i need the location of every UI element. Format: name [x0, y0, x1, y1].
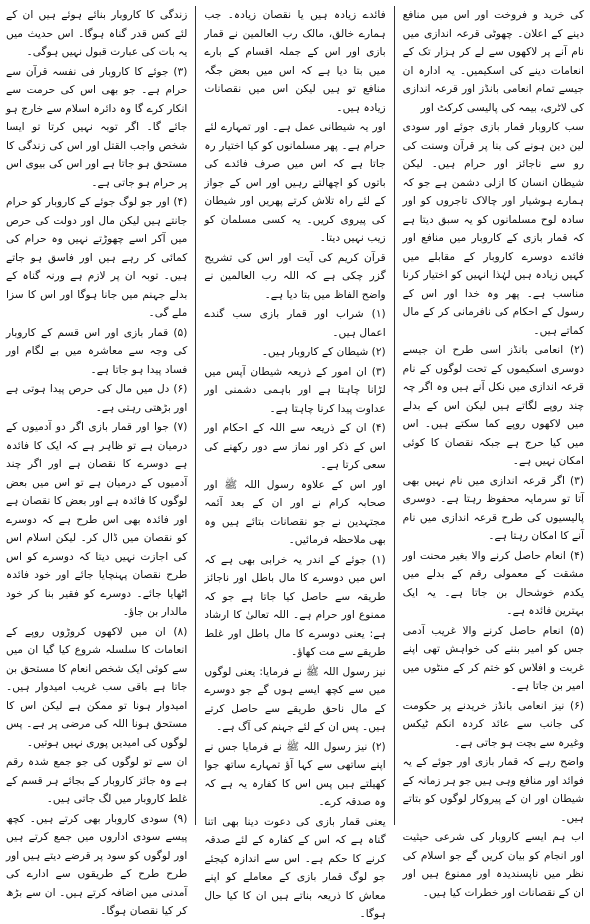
paragraph: یعنی قمار بازی کی دعوت دینا بھی اتنا گناہ ہے کہ اس کے کفارہ کے لئے صدقہ کرنے کا حکم ہے۔ اس سے اندازہ کیجئے جو لوگ قمار بازی کے معاملے کو اپنے معاش کا ذریعہ بناتے ہیں ان کا کیا حال ہوگا۔: [204, 815, 386, 920]
paragraph: (۱) جوئے کے اندر یہ خرابی بھی ہے کہ اس میں دوسرے کا مال باطل اور ناجائز طریقہ سے حاصل کیا جاتا ہے جو کہ ممنوع اور حرام ہے۔ اللہ تعالیٰ کا ارشاد ہے: یعنی دوسرے کا مال باطل اور غلط طریقے سے مت کھاؤ۔: [204, 553, 386, 658]
paragraph: زندگی کا کاروبار بنائے ہوئے ہیں ان کے لئے کس قدر گناہ ہوگا۔ اس حدیث میں یہ بات کی عبارت قبول نہیں ہوگی۔: [6, 9, 188, 58]
column-divider: [195, 6, 196, 825]
paragraph: (۷) جوا اور قمار بازی اگر دو آدمیوں کے درمیان ہے تو ظاہر ہے کہ ایک کا فائدہ ہے دوسرے کا نقصان ہے اور اگر چند آدمیوں کے درمیان ہے تو اس میں بعض لوگوں کا فائدہ ہے اور بعض کا نقصان ہے اور فائدہ بھی اس طرح ہے کہ دوسرے کو نقصان میں ڈال کر۔ لیکن اسلام اس کی اجازت نہیں دیتا کہ دوسرے کو اس طرح نقصان پہنچایا جائے اور خود فائدہ اٹھایا جائے۔ دوسرے کو فقیر بنا کر خود مالدار بن جاؤ۔: [6, 421, 188, 618]
paragraph: قرآن کریم کی آیت اور اس کی تشریح گزر چکی ہے کہ اللہ رب العالمین نے واضح الفاظ میں بتا دیا ہے۔: [204, 251, 386, 301]
text-column-right: [402, 6, 584, 899]
text-column-middle: [204, 6, 386, 920]
paragraph: (۲) نیز رسول اللہ ﷺ نے فرمایا جس نے اپنے ساتھی سے کہا آؤ تمہارے ساتھ جوا کھیلتے ہیں پس اس کا کفارہ یہ ہے کہ وہ صدقہ کرے۔: [204, 740, 386, 808]
paragraph: (۸) ان میں لاکھوں کروڑوں روپے کے انعامات کا سلسلہ شروع کیا گیا ان میں سے کوئی ایک شخص انعام کا مستحق بن جاتا ہے باقی سب غریب امیدوار ہیں۔ امیدوار ہونا تو ممکن ہے لیکن اس کا مستحق ہونا اللہ کی مرضی پر ہے۔ پس لوگوں کی امیدیں پوری نہیں ہوتیں۔: [6, 625, 188, 749]
paragraph: اور اس کے علاوہ رسول اللہ ﷺ اور صحابہ کرام نے اور ان کے بعد آئمہ مجتہدین نے جو نقصانات بتائے ہیں وہ بھی ملاحظہ فرمائیں۔: [204, 478, 386, 546]
paragraph: (۶) نیز انعامی بانڈز خریدنے پر حکومت کی جانب سے عائد کردہ انکم ٹیکس وغیرہ سے بچت ہو جاتی ہے۔: [402, 699, 584, 749]
paragraph: (۳) ان امور کے ذریعہ شیطان آپس میں لڑانا چاہتا ہے اور باہمی دشمنی اور عداوت پیدا کرنا چاہتا ہے۔: [204, 365, 386, 415]
paragraph: (۳) اگر قرعہ اندازی میں نام نہیں بھی آتا تو سرمایہ محفوظ رہتا ہے۔ دوسری پالیسیوں کی طرح قرعہ اندازی میں نام آنے کا امکان رہتا ہے۔: [402, 474, 584, 542]
paragraph: ان سے تو لوگوں کی جو جمع شدہ رقم ہے وہ جائز کاروبار کے بجائے ہر قسم کے غلط کاروبار میں لگ جاتی ہیں۔: [6, 756, 188, 805]
text-column-left: [6, 6, 188, 917]
paragraph: (۴) ان کے ذریعہ سے اللہ کے احکام اور اس کے ذکر اور نماز سے دور رکھنے کی سعی کرتا ہے۔: [204, 422, 386, 471]
paragraph: (۵) انعام حاصل کرنے والا غریب آدمی جس کو امیر بننے کی خواہش تھی اپنے غربت و افلاس کو ختم کر کے منٹوں میں امیر بن جاتا ہے۔: [402, 624, 584, 692]
paragraph: اور یہ شیطانی عمل ہے۔ اور تمہارے لئے حرام ہے۔ پھر مسلمانوں کو کیا اختیار رہ جاتا ہے کہ اس میں صرف فائدے کی باتوں کو اچھالتے رہیں اور اس کے جواز کے لئے راہ تلاش کرتے پھریں اور شیطان کی پیروی کریں۔ یہ کسی مسلمان کو زیب نہیں دیتا۔: [204, 121, 386, 244]
paragraph: (۴) انعام حاصل کرنے والا بغیر محنت اور مشقت کے معمولی رقم کے بدلے میں یکدم خوشحال بن جاتا ہے۔ یہ ایک بہترین فائدہ ہے۔: [402, 549, 584, 617]
column-divider: [394, 6, 395, 825]
paragraph: (۲) شیطان کے کاروبار ہیں۔: [261, 346, 386, 358]
paragraph: (۴) اور جو لوگ جوئے کے کاروبار کو حرام جانتے ہیں لیکن مال اور دولت کی حرص میں آکر اسے چھوڑتے نہیں وہ حرام کی کمائی کر رہے ہیں اور فاسق ہو جاتے ہیں۔ توبہ ان پر لازم ہے ورنہ گناہ کے بدلے جہنم میں جانا ہوگا اور اس کا سزا ملے گی۔: [6, 196, 188, 319]
paragraph: نیز رسول اللہ ﷺ نے فرمایا: یعنی لوگوں میں سے کچھ ایسے ہوں گے جو دوسرے کے مال ناحق طریقے سے حاصل کرتے ہیں۔ پس ان کے لئے جہنم کی آگ ہے۔: [204, 665, 386, 733]
three-column-text: [6, 6, 584, 920]
paragraph: سب کاروبار قمار بازی جوئے اور سودی لین دین ہونے کی بنا پر قرآن وسنت کی رو سے ناجائز اور حرام ہیں۔ لیکن شیطان انسان کا ازلی دشمن ہے جو کہ ہمارے ہوشیار اور چالاک تاجروں کو اور سادہ لوح مسلمانوں کو یہ سبق دیتا ہے کہ قمار بازی کے کاروبار میں منافع اور فائدے دوسرے کاروبار کے مقابلے میں کہیں زیادہ ہیں لہٰذا انہیں کو اختیار کرنا مناسب ہے۔ پھر وہ خدا اور اس کے رسول کے احکام کی نافرمانی کر کے مال کماتے ہیں۔: [402, 121, 584, 337]
paragraph: (۱) شراب اور قمار بازی سب گندے اعمال ہیں۔: [204, 308, 386, 339]
paragraph: (۲) انعامی بانڈز اسی طرح ان جیسے دوسری اسکیموں کے تحت لوگوں کے نام قرعہ اندازی میں نکل آنے ہیں وہ اگر چہ چند روپے لگاتے ہیں لیکن اس کے بدلے میں لاکھوں روپے کما سکتے ہیں۔ اس میں کیا حرج ہے جبکہ نقصان کا کوئی امکان نہیں ہے۔: [402, 344, 584, 467]
paragraph: (۹) سودی کاروبار بھی کرتے ہیں۔ کچھ پیسے سودی اداروں میں جمع کرتے ہیں اور لوگوں کو سود پر قرضے دیتے ہیں اور طرح طرح کے طریقوں سے ادارے کی آمدنی میں اضافہ کرتے ہیں۔ ان سے بڑھ کر کیا نقصان ہوگا۔: [6, 812, 188, 917]
paragraph: واضح رہے کہ قمار بازی اور جوئے کے یہ فوائد اور منافع وہی ہیں جو ہر زمانہ کے شیطان اور ان کے پیروکار لوگوں کو بتاتے ہیں۔: [402, 756, 584, 824]
paragraph: (۶) دل میں مال کی حرص پیدا ہوتی ہے اور بڑھتی رہتی ہے۔: [6, 383, 188, 414]
paragraph: (۵) قمار بازی اور اس قسم کے کاروبار کی وجہ سے معاشرہ میں بے لگام اور فساد پیدا ہو جاتا ہے۔: [6, 326, 188, 376]
paragraph: (۳) جوئے کا کاروبار فی نفسہ قرآن سے حرام ہے۔ جو بھی اس کی حرمت سے انکار کرے گا وہ دائرہ اسلام سے خارج ہو جائے گا۔ اگر توبہ نہیں کرتا تو ایسا شخص واجب القتل اور اس کی زندگی کا مستحق ہو جاتا ہے اور اس کی بیوی اس پر حرام ہو جاتی ہے۔: [6, 65, 188, 189]
paragraph: اب ہم ایسے کاروبار کی شرعی حیثیت اور انجام کو بیان کریں گے جو اسلام کی نظر میں ناپسندیدہ اور ممنوع ہیں اور ان کے نقصانات اور خطرات کیا ہیں۔: [402, 831, 584, 899]
paragraph: فائدے زیادہ ہیں یا نقصان زیادہ۔ جب ہمارے خالق، مالک رب العالمین نے قمار بازی اور اس کے جملہ اقسام کے بارے میں بتا دیا ہے کہ اس میں بعض جگہ منافع تو ہیں لیکن اس میں نقصانات زیادہ ہیں۔: [204, 9, 386, 114]
paragraph: کی خرید و فروخت اور اس میں منافع دینے کے اعلان۔ چھوٹی قرعہ اندازی میں نام آنے پر لاکھوں سے لے کر ہزار تک کے انعامات دینے کی اسکیمیں۔ یہ ادارہ ان جیسے تمام انعامی بانڈز اور قرعہ اندازی کی لاٹری، بیمہ کی پالیسی کرکٹ اور: [402, 9, 584, 114]
